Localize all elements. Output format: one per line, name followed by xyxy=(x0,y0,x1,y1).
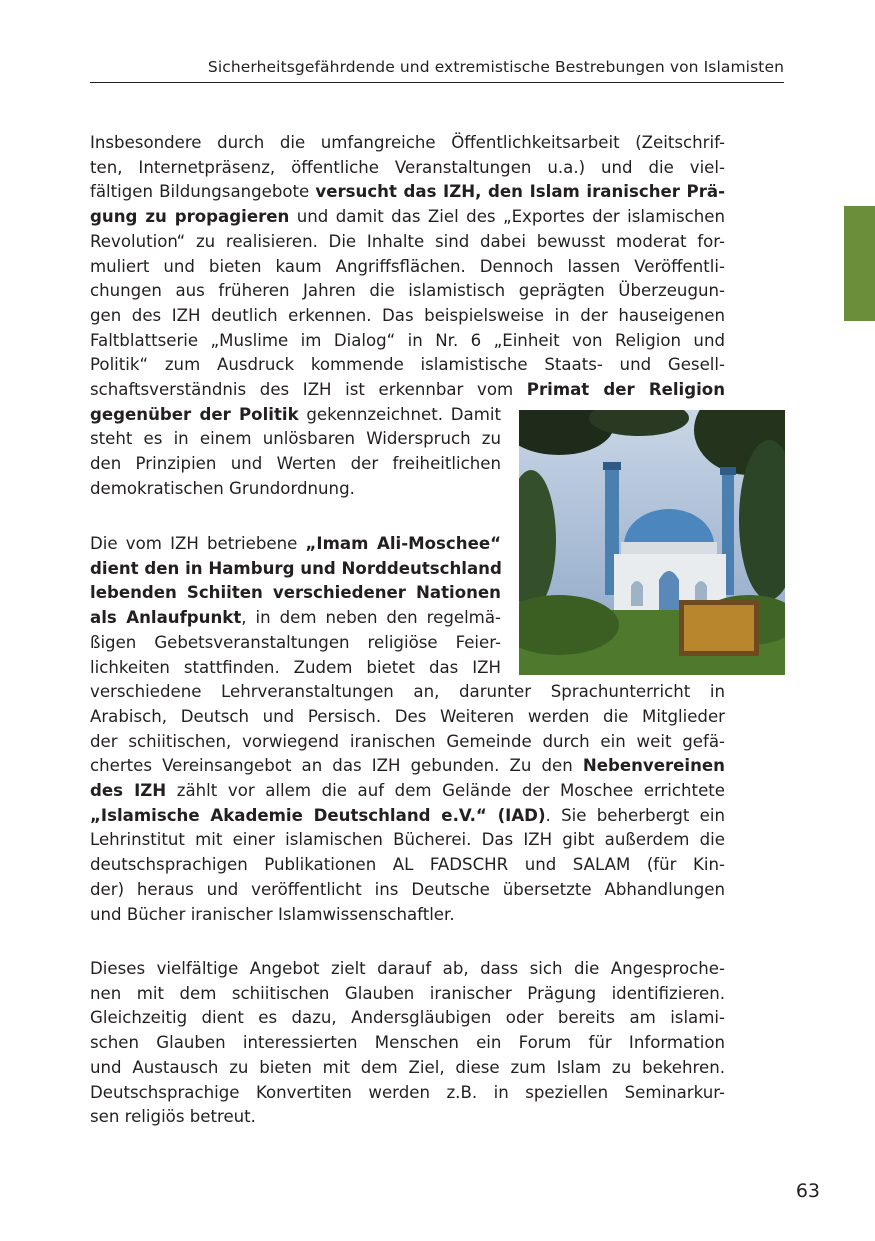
mosque-photo-icon xyxy=(519,410,785,675)
plain-text: . Sie beherbergt ein xyxy=(545,805,725,825)
text-line xyxy=(90,804,725,829)
text-line: muliert und bieten kaum Angriffsflächen. Dennoch lassen Veröffentli- xyxy=(90,256,725,276)
mosque-photo xyxy=(519,410,785,675)
text-line: Politik“ zum Ausdruck kommende islamistische Staats- und Gesell- xyxy=(90,355,725,375)
text-line xyxy=(90,403,501,428)
text-line: nen mit dem schiitischen Glauben iranischer Prägung identifizieren. xyxy=(90,983,725,1003)
text-line: Dieses vielfältige Angebot zielt darauf ab, dass sich die Angesproche- xyxy=(90,959,725,978)
text-line: Deutschsprachige Konvertiten werden z.B. in speziellen Seminarkur- xyxy=(90,1082,725,1102)
plain-text: fältigen Bildungsangebote xyxy=(90,182,316,202)
text-line: Revolution“ zu realisieren. Die Inhalte sind dabei bewusst moderat for- xyxy=(90,231,725,251)
text-line: ten, Internetpräsenz, öffentliche Veranstaltungen u.a.) und die viel- xyxy=(90,157,725,177)
text-line: chungen aus früheren Jahren die islamistisch geprägten Überzeugun- xyxy=(90,281,725,301)
text-line: ßigen Gebetsveranstaltungen religiöse Feier- xyxy=(90,632,501,652)
bold-text: lebenden Schiiten verschiedener Nationen xyxy=(90,583,501,603)
text-line: verschiedene Lehrveranstaltungen an, darunter Sprachunterricht in xyxy=(90,682,725,702)
bold-text: versucht das IZH, den Islam iranischer Prä- xyxy=(315,182,725,202)
bold-text: Nebenvereinen xyxy=(582,756,725,776)
bold-text: gegenüber der Politik xyxy=(90,404,299,424)
plain-text: zählt vor allem die auf dem Gelände der Moschee errichtete xyxy=(166,781,725,801)
bold-text: „Islamische Akademie Deutschland e.V.“ (IAD) xyxy=(90,805,546,825)
plain-text: gekennzeichnet. Damit xyxy=(298,404,501,424)
text-line: sen religiös betreut. xyxy=(90,1107,256,1127)
text-line: gen des IZH deutlich erkennen. Das beispielsweise in der hauseigenen xyxy=(90,305,725,325)
text-line: den Prinzipien und Werten der freiheitlichen xyxy=(90,454,501,474)
text-line: der schiitischen, vorwiegend iranischen Gemeinde durch ein weit gefä- xyxy=(90,731,725,751)
page-number: 63 xyxy=(795,1180,820,1202)
text-line: und Austausch zu bieten mit dem Ziel, diese zum Islam zu bekehren. xyxy=(90,1057,725,1077)
text-line xyxy=(90,754,725,779)
text-line xyxy=(90,581,501,606)
text-line xyxy=(90,205,725,230)
text-line: Faltblattserie „Muslime im Dialog“ in Nr. 6 „Einheit von Religion und xyxy=(90,330,725,350)
text-line: der) heraus und veröffentlicht ins Deutsche übersetzte Abhandlungen xyxy=(90,879,725,899)
text-line: deutschsprachigen Publikationen AL FADSCHR und SALAM (für Kin- xyxy=(90,855,725,875)
text-line xyxy=(90,378,725,403)
text-line: schen Glauben interessierten Menschen ein Forum für Information xyxy=(90,1033,725,1053)
text-line: und Bücher iranischer Islamwissenschaftler. xyxy=(90,904,455,924)
bold-text: als Anlaufpunkt xyxy=(90,608,242,628)
text-line: demokratischen Grundordnung. xyxy=(90,478,355,498)
plain-text: und damit das Ziel des „Exportes der islamischen xyxy=(289,207,725,227)
text-line xyxy=(90,180,725,205)
text-line: lichkeiten stattfinden. Zudem bietet das IZH xyxy=(90,657,501,677)
text-line xyxy=(90,532,501,557)
text-line: Lehrinstitut mit einer islamischen Bücherei. Das IZH gibt außerdem die xyxy=(90,830,725,850)
text-line xyxy=(90,557,501,582)
text-line xyxy=(90,779,725,804)
plain-text: , in dem neben den regelmä- xyxy=(241,608,501,628)
text-line: steht es in einem unlösbaren Widerspruch zu xyxy=(90,429,501,449)
text-line: Gleichzeitig dient es dazu, Andersgläubigen oder bereits am islami- xyxy=(90,1008,725,1028)
text-line: Insbesondere durch die umfangreiche Öffentlichkeitsarbeit (Zeitschrif- xyxy=(90,133,725,152)
bold-text: „Imam Ali-Moschee“ xyxy=(305,534,501,553)
bold-text: Primat der Religion xyxy=(526,380,726,400)
text-line xyxy=(90,606,501,631)
paragraph-3 xyxy=(90,957,725,1130)
running-header: Sicherheitsgefährdende und extremistische Bestrebungen von Islamisten xyxy=(90,58,784,83)
plain-text: schaftsverständnis des IZH ist erkennbar vom xyxy=(90,380,527,400)
plain-text: chertes Vereinsangebot an das IZH gebunden. Zu den xyxy=(90,756,583,776)
bold-text: gung zu propagieren xyxy=(90,207,290,227)
bold-text: des IZH xyxy=(90,781,167,801)
bold-text: dient den in Hamburg und Norddeutschland xyxy=(90,558,502,578)
section-tab xyxy=(844,206,875,321)
text-line: Arabisch, Deutsch und Persisch. Des Weiteren werden die Mitglieder xyxy=(90,706,725,726)
plain-text: Die vom IZH betriebene xyxy=(90,534,306,553)
